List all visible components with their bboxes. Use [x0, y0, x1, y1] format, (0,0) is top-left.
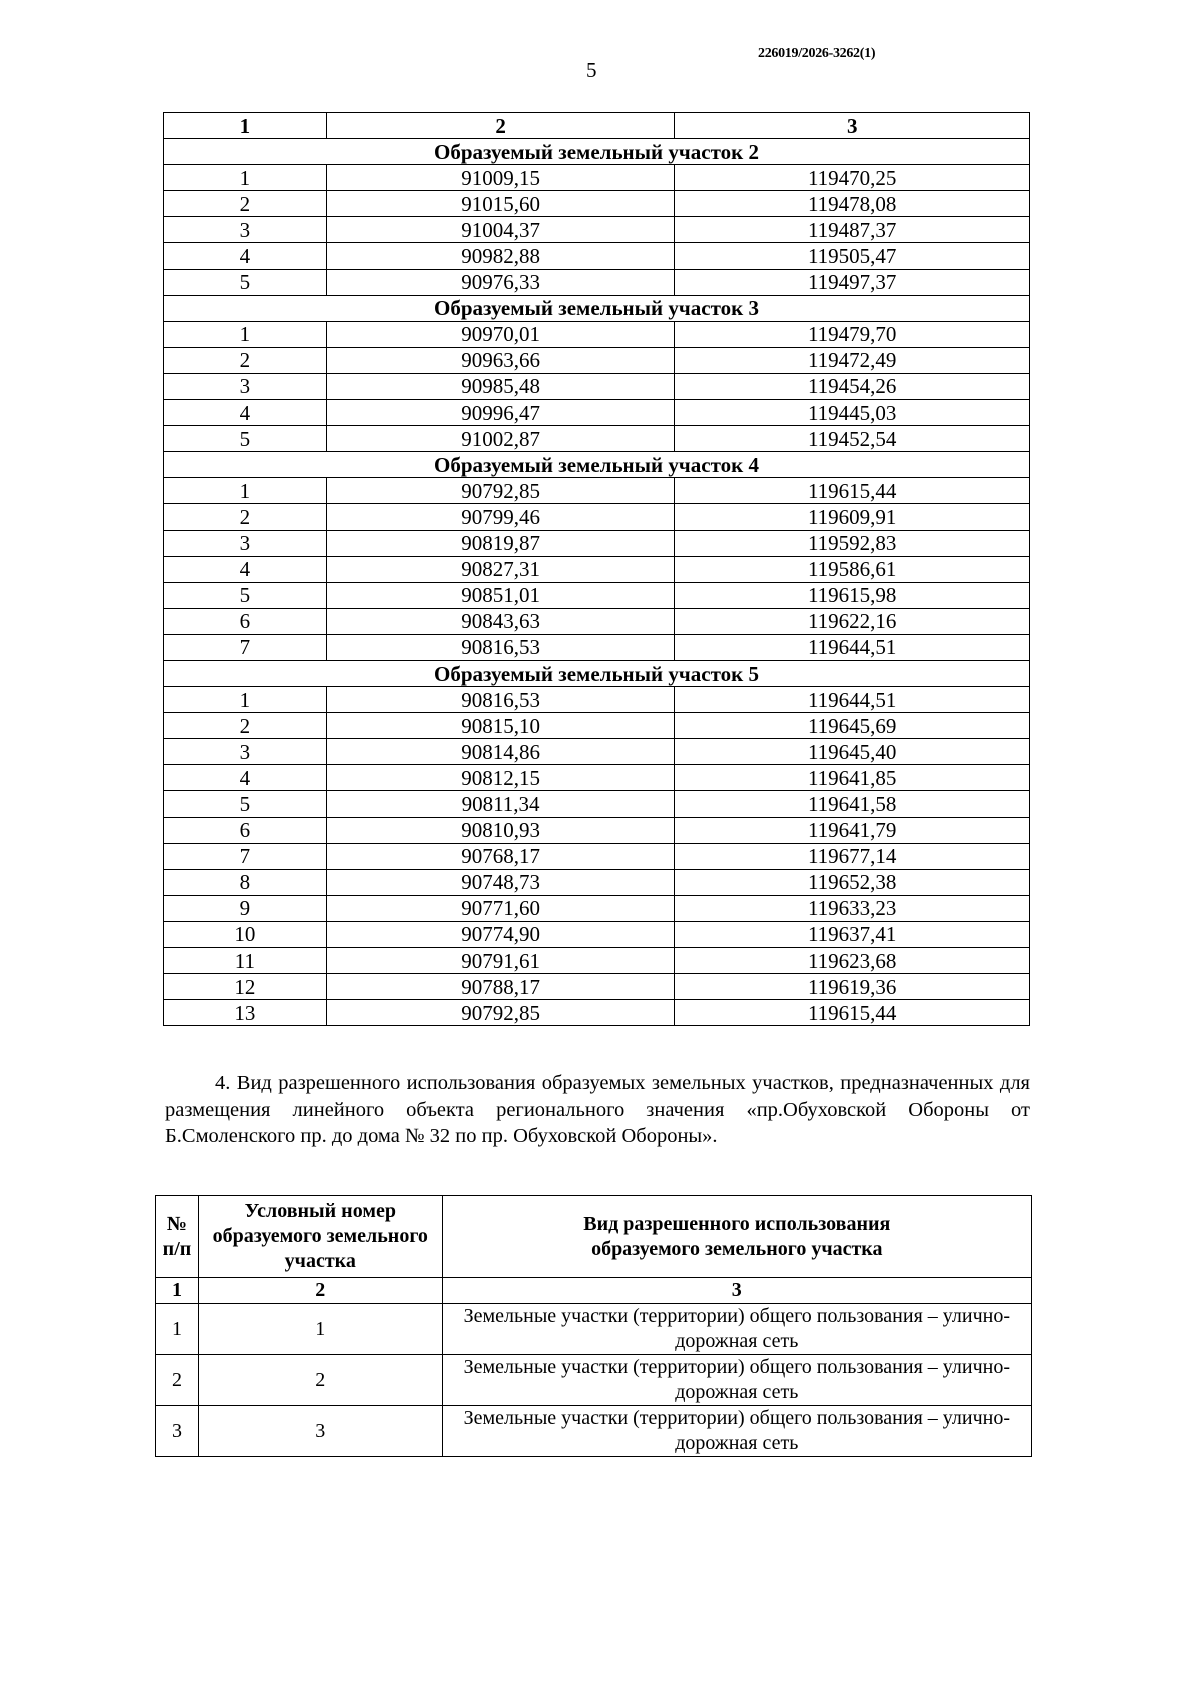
x-coordinate: 90748,73 [326, 869, 675, 895]
x-coordinate: 91009,15 [326, 165, 675, 191]
plot-number: 3 [198, 1406, 442, 1457]
column-number: 3 [442, 1278, 1031, 1304]
table-row [164, 243, 1030, 269]
permitted-use: Земельные участки (территории) общего пользования – улично-дорожная сеть [442, 1355, 1031, 1406]
point-number: 2 [164, 504, 327, 530]
table-row [164, 739, 1030, 765]
y-coordinate: 119619,36 [675, 974, 1030, 1000]
y-coordinate: 119586,61 [675, 556, 1030, 582]
point-number: 7 [164, 634, 327, 660]
table-row [156, 1304, 1032, 1355]
column-header: 2 [326, 113, 675, 139]
y-coordinate: 119644,51 [675, 634, 1030, 660]
point-number: 2 [164, 347, 327, 373]
table-header-row [164, 113, 1030, 139]
table-row [156, 1406, 1032, 1457]
y-coordinate: 119622,16 [675, 608, 1030, 634]
row-number: 3 [156, 1406, 199, 1457]
point-number: 3 [164, 217, 327, 243]
table-row [164, 687, 1030, 713]
table-row [164, 1000, 1030, 1026]
table-row [164, 921, 1030, 947]
y-coordinate: 119472,49 [675, 347, 1030, 373]
x-coordinate: 90996,47 [326, 400, 675, 426]
x-coordinate: 90851,01 [326, 582, 675, 608]
y-coordinate: 119645,40 [675, 739, 1030, 765]
x-coordinate: 90799,46 [326, 504, 675, 530]
table-row [164, 713, 1030, 739]
point-number: 6 [164, 817, 327, 843]
point-number: 3 [164, 739, 327, 765]
x-coordinate: 91015,60 [326, 191, 675, 217]
table-header-row [156, 1196, 1032, 1278]
permitted-use: Земельные участки (территории) общего пользования – улично-дорожная сеть [442, 1304, 1031, 1355]
y-coordinate: 119615,44 [675, 1000, 1030, 1026]
table-row [164, 269, 1030, 295]
y-coordinate: 119505,47 [675, 243, 1030, 269]
plot-number: 1 [198, 1304, 442, 1355]
table-row [164, 895, 1030, 921]
section-title: Образуемый земельный участок 2 [164, 139, 1030, 165]
point-number: 4 [164, 243, 327, 269]
column-header: 3 [675, 113, 1030, 139]
table-row [164, 582, 1030, 608]
x-coordinate: 90843,63 [326, 608, 675, 634]
page-number: 5 [586, 58, 597, 82]
point-number: 7 [164, 843, 327, 869]
x-coordinate: 90814,86 [326, 739, 675, 765]
header-permitted-use: Вид разрешенного использования образуемого земельного участка [442, 1196, 1031, 1278]
header-number: № п/п [156, 1196, 199, 1278]
y-coordinate: 119644,51 [675, 687, 1030, 713]
point-number: 10 [164, 921, 327, 947]
y-coordinate: 119445,03 [675, 400, 1030, 426]
section-4-paragraph: 4. Вид разрешенного использования образуемых земельных участков, предназначенных для размещения линейного объекта регионального значения «пр.Обуховской Обороны от Б.Смоленского пр. до дома № 32 по пр. Обуховской Обороны». [165, 1072, 1030, 1147]
x-coordinate: 90816,53 [326, 687, 675, 713]
y-coordinate: 119623,68 [675, 948, 1030, 974]
point-number: 1 [164, 687, 327, 713]
point-number: 5 [164, 426, 327, 452]
permitted-use: Земельные участки (территории) общего пользования – улично-дорожная сеть [442, 1406, 1031, 1457]
point-number: 5 [164, 791, 327, 817]
x-coordinate: 90816,53 [326, 634, 675, 660]
table-row [164, 400, 1030, 426]
point-number: 3 [164, 530, 327, 556]
y-coordinate: 119470,25 [675, 165, 1030, 191]
table-row [164, 165, 1030, 191]
plot-number: 2 [198, 1355, 442, 1406]
point-number: 4 [164, 556, 327, 582]
column-numbers-row [156, 1278, 1032, 1304]
header-plot-number: Условный номер образуемого земельного участка [198, 1196, 442, 1278]
x-coordinate: 90985,48 [326, 373, 675, 399]
y-coordinate: 119609,91 [675, 504, 1030, 530]
y-coordinate: 119637,41 [675, 921, 1030, 947]
document-id: 226019/2026-3262(1) [758, 46, 876, 61]
section-row [164, 660, 1030, 686]
table-row [164, 791, 1030, 817]
x-coordinate: 91002,87 [326, 426, 675, 452]
column-number: 1 [156, 1278, 199, 1304]
section-title: Образуемый земельный участок 4 [164, 452, 1030, 478]
point-number: 5 [164, 582, 327, 608]
point-number: 9 [164, 895, 327, 921]
point-number: 1 [164, 478, 327, 504]
table-row [164, 321, 1030, 347]
point-number: 4 [164, 765, 327, 791]
y-coordinate: 119452,54 [675, 426, 1030, 452]
y-coordinate: 119479,70 [675, 321, 1030, 347]
point-number: 12 [164, 974, 327, 1000]
x-coordinate: 90792,85 [326, 478, 675, 504]
table-row [156, 1355, 1032, 1406]
point-number: 6 [164, 608, 327, 634]
permitted-use-table [155, 1195, 1032, 1457]
y-coordinate: 119641,58 [675, 791, 1030, 817]
table-row [164, 217, 1030, 243]
point-number: 2 [164, 191, 327, 217]
x-coordinate: 90791,61 [326, 948, 675, 974]
x-coordinate: 90963,66 [326, 347, 675, 373]
coordinates-table [163, 112, 1030, 1026]
x-coordinate: 90788,17 [326, 974, 675, 1000]
row-number: 2 [156, 1355, 199, 1406]
y-coordinate: 119497,37 [675, 269, 1030, 295]
y-coordinate: 119645,69 [675, 713, 1030, 739]
point-number: 3 [164, 373, 327, 399]
x-coordinate: 90982,88 [326, 243, 675, 269]
x-coordinate: 90812,15 [326, 765, 675, 791]
y-coordinate: 119478,08 [675, 191, 1030, 217]
table-row [164, 948, 1030, 974]
point-number: 13 [164, 1000, 327, 1026]
column-header: 1 [164, 113, 327, 139]
point-number: 11 [164, 948, 327, 974]
section-row [164, 295, 1030, 321]
table-row [164, 843, 1030, 869]
x-coordinate: 91004,37 [326, 217, 675, 243]
table-row [164, 634, 1030, 660]
x-coordinate: 90810,93 [326, 817, 675, 843]
table-row [164, 191, 1030, 217]
x-coordinate: 90768,17 [326, 843, 675, 869]
y-coordinate: 119615,98 [675, 582, 1030, 608]
y-coordinate: 119641,85 [675, 765, 1030, 791]
x-coordinate: 90970,01 [326, 321, 675, 347]
point-number: 5 [164, 269, 327, 295]
x-coordinate: 90774,90 [326, 921, 675, 947]
table-row [164, 373, 1030, 399]
table-row [164, 478, 1030, 504]
y-coordinate: 119677,14 [675, 843, 1030, 869]
table-row [164, 817, 1030, 843]
y-coordinate: 119592,83 [675, 530, 1030, 556]
x-coordinate: 90815,10 [326, 713, 675, 739]
section-title: Образуемый земельный участок 3 [164, 295, 1030, 321]
table-row [164, 869, 1030, 895]
point-number: 1 [164, 165, 327, 191]
column-number: 2 [198, 1278, 442, 1304]
table-row [164, 530, 1030, 556]
table-row [164, 608, 1030, 634]
table-row [164, 765, 1030, 791]
x-coordinate: 90792,85 [326, 1000, 675, 1026]
section-row [164, 452, 1030, 478]
point-number: 2 [164, 713, 327, 739]
x-coordinate: 90771,60 [326, 895, 675, 921]
x-coordinate: 90811,34 [326, 791, 675, 817]
section-row [164, 139, 1030, 165]
x-coordinate: 90976,33 [326, 269, 675, 295]
y-coordinate: 119615,44 [675, 478, 1030, 504]
y-coordinate: 119454,26 [675, 373, 1030, 399]
x-coordinate: 90827,31 [326, 556, 675, 582]
section-title: Образуемый земельный участок 5 [164, 660, 1030, 686]
row-number: 1 [156, 1304, 199, 1355]
y-coordinate: 119633,23 [675, 895, 1030, 921]
table-row [164, 974, 1030, 1000]
table-row [164, 426, 1030, 452]
table-row [164, 556, 1030, 582]
point-number: 4 [164, 400, 327, 426]
y-coordinate: 119487,37 [675, 217, 1030, 243]
point-number: 8 [164, 869, 327, 895]
table-row [164, 347, 1030, 373]
x-coordinate: 90819,87 [326, 530, 675, 556]
table-row [164, 504, 1030, 530]
y-coordinate: 119641,79 [675, 817, 1030, 843]
point-number: 1 [164, 321, 327, 347]
y-coordinate: 119652,38 [675, 869, 1030, 895]
